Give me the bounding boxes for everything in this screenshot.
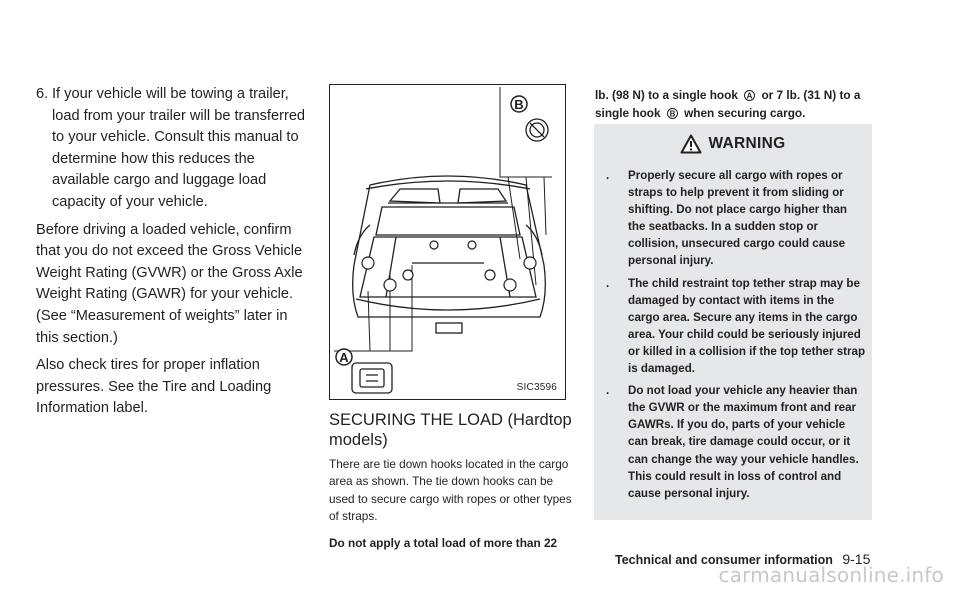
hook-a-marker-label: A [746,91,753,101]
list-item-number: 6. [36,86,49,102]
page-number: 9-15 [842,551,871,567]
warning-item [604,275,866,378]
warning-box [594,124,872,520]
load-limit-continuation [595,86,875,122]
warning-item-text: Do not load your vehicle any heavier than the GVWR or the maximum front and rear GAWRs. If you do, parts of your vehicle can break, tire damage could occur, or it can change the way your vehicle handles. This could result in loss of control and cause personal injury. [628,384,859,500]
callout-b-label: B [514,97,524,112]
warning-triangle-icon [680,134,702,154]
paragraph-gvwr: Before driving a loaded vehicle, confirm that you do not exceed the Gross Vehicle Weight Rating (GVWR) or the Gross Axle Weight Rating (GAWR) for your vehicle. (See “Measurement of weights” later in this section.) [36,221,303,346]
paragraph-tire-pressure: Also check tires for proper inflation pressures. See the Tire and Loading Information label. [36,357,272,417]
continuation-part-3: when securing cargo. [684,106,806,120]
section-heading: SECURING THE LOAD (Hardtop models) [329,411,572,449]
cargo-area-illustration [330,85,566,400]
warning-header [594,124,872,164]
warning-item [604,382,866,502]
section-load-limit: Do not apply a total load of more than 22 [329,536,558,550]
warning-list [604,167,866,507]
callout-a-label: A [339,350,349,365]
warning-title: WARNING [708,135,786,152]
cargo-area-figure [329,84,566,400]
warning-item-text: The child restraint top tether strap may be damaged by contact with items in the cargo area. Secure any items in the cargo area. Your child could be seriously injured or killed in a collision if the top tether strap is damaged. [628,276,866,376]
hook-b-marker-label: B [669,109,676,119]
warning-item [604,167,866,270]
footer-section-name: Technical and consumer information [615,553,833,567]
section-body: There are tie down hooks located in the cargo area as shown. The tie down hooks can be used to secure cargo with ropes or other types of straps. [329,457,572,524]
warning-bullet: . [606,169,610,182]
continuation-part-2: or 7 lb. (31 N) to a single hook [595,88,861,120]
hook-b-marker-icon [667,108,678,119]
list-item-text: If your vehicle will be towing a trailer, load from your trailer will be transferred to your vehicle. Consult this manual to determine how this reduces the available cargo and luggage load capacity of your vehicle. [52,86,306,210]
watermark: carmanualsonline.info [718,563,944,587]
continuation-part-1: lb. (98 N) to a single hook [595,88,738,102]
warning-item-text: Properly secure all cargo with ropes or straps to help prevent it from sliding or shifting. Do not place cargo higher than the seatbacks. In a sudden stop or collision, unsecured cargo could cause personal injury. [628,169,848,268]
list-item-6 [36,84,314,214]
left-column [36,84,314,426]
figure-code: SIC3596 [516,382,557,393]
warning-bullet: . [606,276,610,290]
hook-a-marker-icon [744,90,755,101]
warning-bullet: . [606,384,610,398]
